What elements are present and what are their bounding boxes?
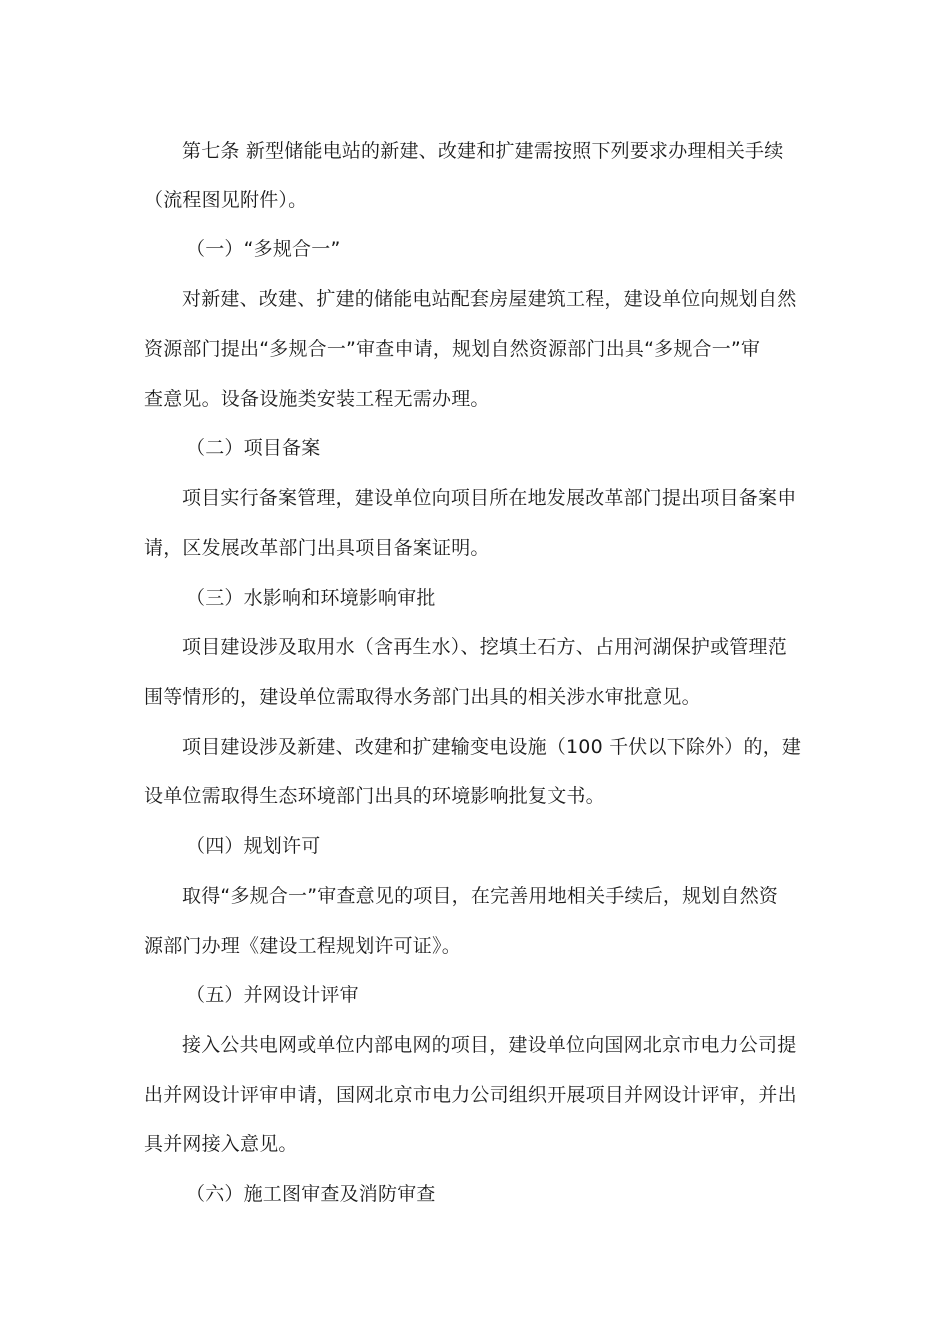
section-3-para-1-line-1: 项目建设涉及取用水（含再生水）、挖填土石方、占用河湖保护或管理范	[182, 636, 787, 658]
section-3-para-1-line-2: 围等情形的，建设单位需取得水务部门出具的相关涉水审批意见。	[144, 686, 701, 708]
article-7-line-1: 第七条 新型储能电站的新建、改建和扩建需按照下列要求办理相关手续	[182, 140, 784, 162]
section-1-para-line-2: 资源部门提出“多规合一”审查申请，规划自然资源部门出具“多规合一”审	[144, 338, 761, 360]
section-3-para-2-line-1: 项目建设涉及新建、改建和扩建输变电设施（100 千伏以下除外）的，建	[182, 736, 802, 758]
section-3-heading: （三）水影响和环境影响审批	[186, 587, 436, 609]
section-4-para-line-2: 源部门办理《建设工程规划许可证》。	[144, 935, 461, 957]
section-2-para-line-1: 项目实行备案管理，建设单位向项目所在地发展改革部门提出项目备案申	[182, 487, 797, 509]
section-5-para-line-2: 出并网设计评审申请，国网北京市电力公司组织开展项目并网设计评审，并出	[144, 1084, 797, 1106]
section-1-para-line-1: 对新建、改建、扩建的储能电站配套房屋建筑工程，建设单位向规划自然	[182, 288, 797, 310]
section-2-heading: （二）项目备案	[186, 437, 321, 459]
section-4-para-line-1: 取得“多规合一”审查意见的项目，在完善用地相关手续后，规划自然资	[182, 885, 779, 907]
section-5-heading: （五）并网设计评审	[186, 984, 359, 1006]
article-7-line-2: （流程图见附件）。	[144, 189, 308, 211]
section-4-heading: （四）规划许可	[186, 835, 321, 857]
section-1-heading: （一）“多规合一”	[186, 238, 341, 260]
section-5-para-line-3: 具并网接入意见。	[144, 1133, 298, 1155]
section-1-para-line-3: 查意见。设备设施类安装工程无需办理。	[144, 388, 490, 410]
section-3-para-2-line-2: 设单位需取得生态环境部门出具的环境影响批复文书。	[144, 785, 605, 807]
section-6-heading: （六）施工图审查及消防审查	[186, 1183, 436, 1205]
section-2-para-line-2: 请，区发展改革部门出具项目备案证明。	[144, 537, 490, 559]
section-5-para-line-1: 接入公共电网或单位内部电网的项目，建设单位向国网北京市电力公司提	[182, 1034, 797, 1056]
